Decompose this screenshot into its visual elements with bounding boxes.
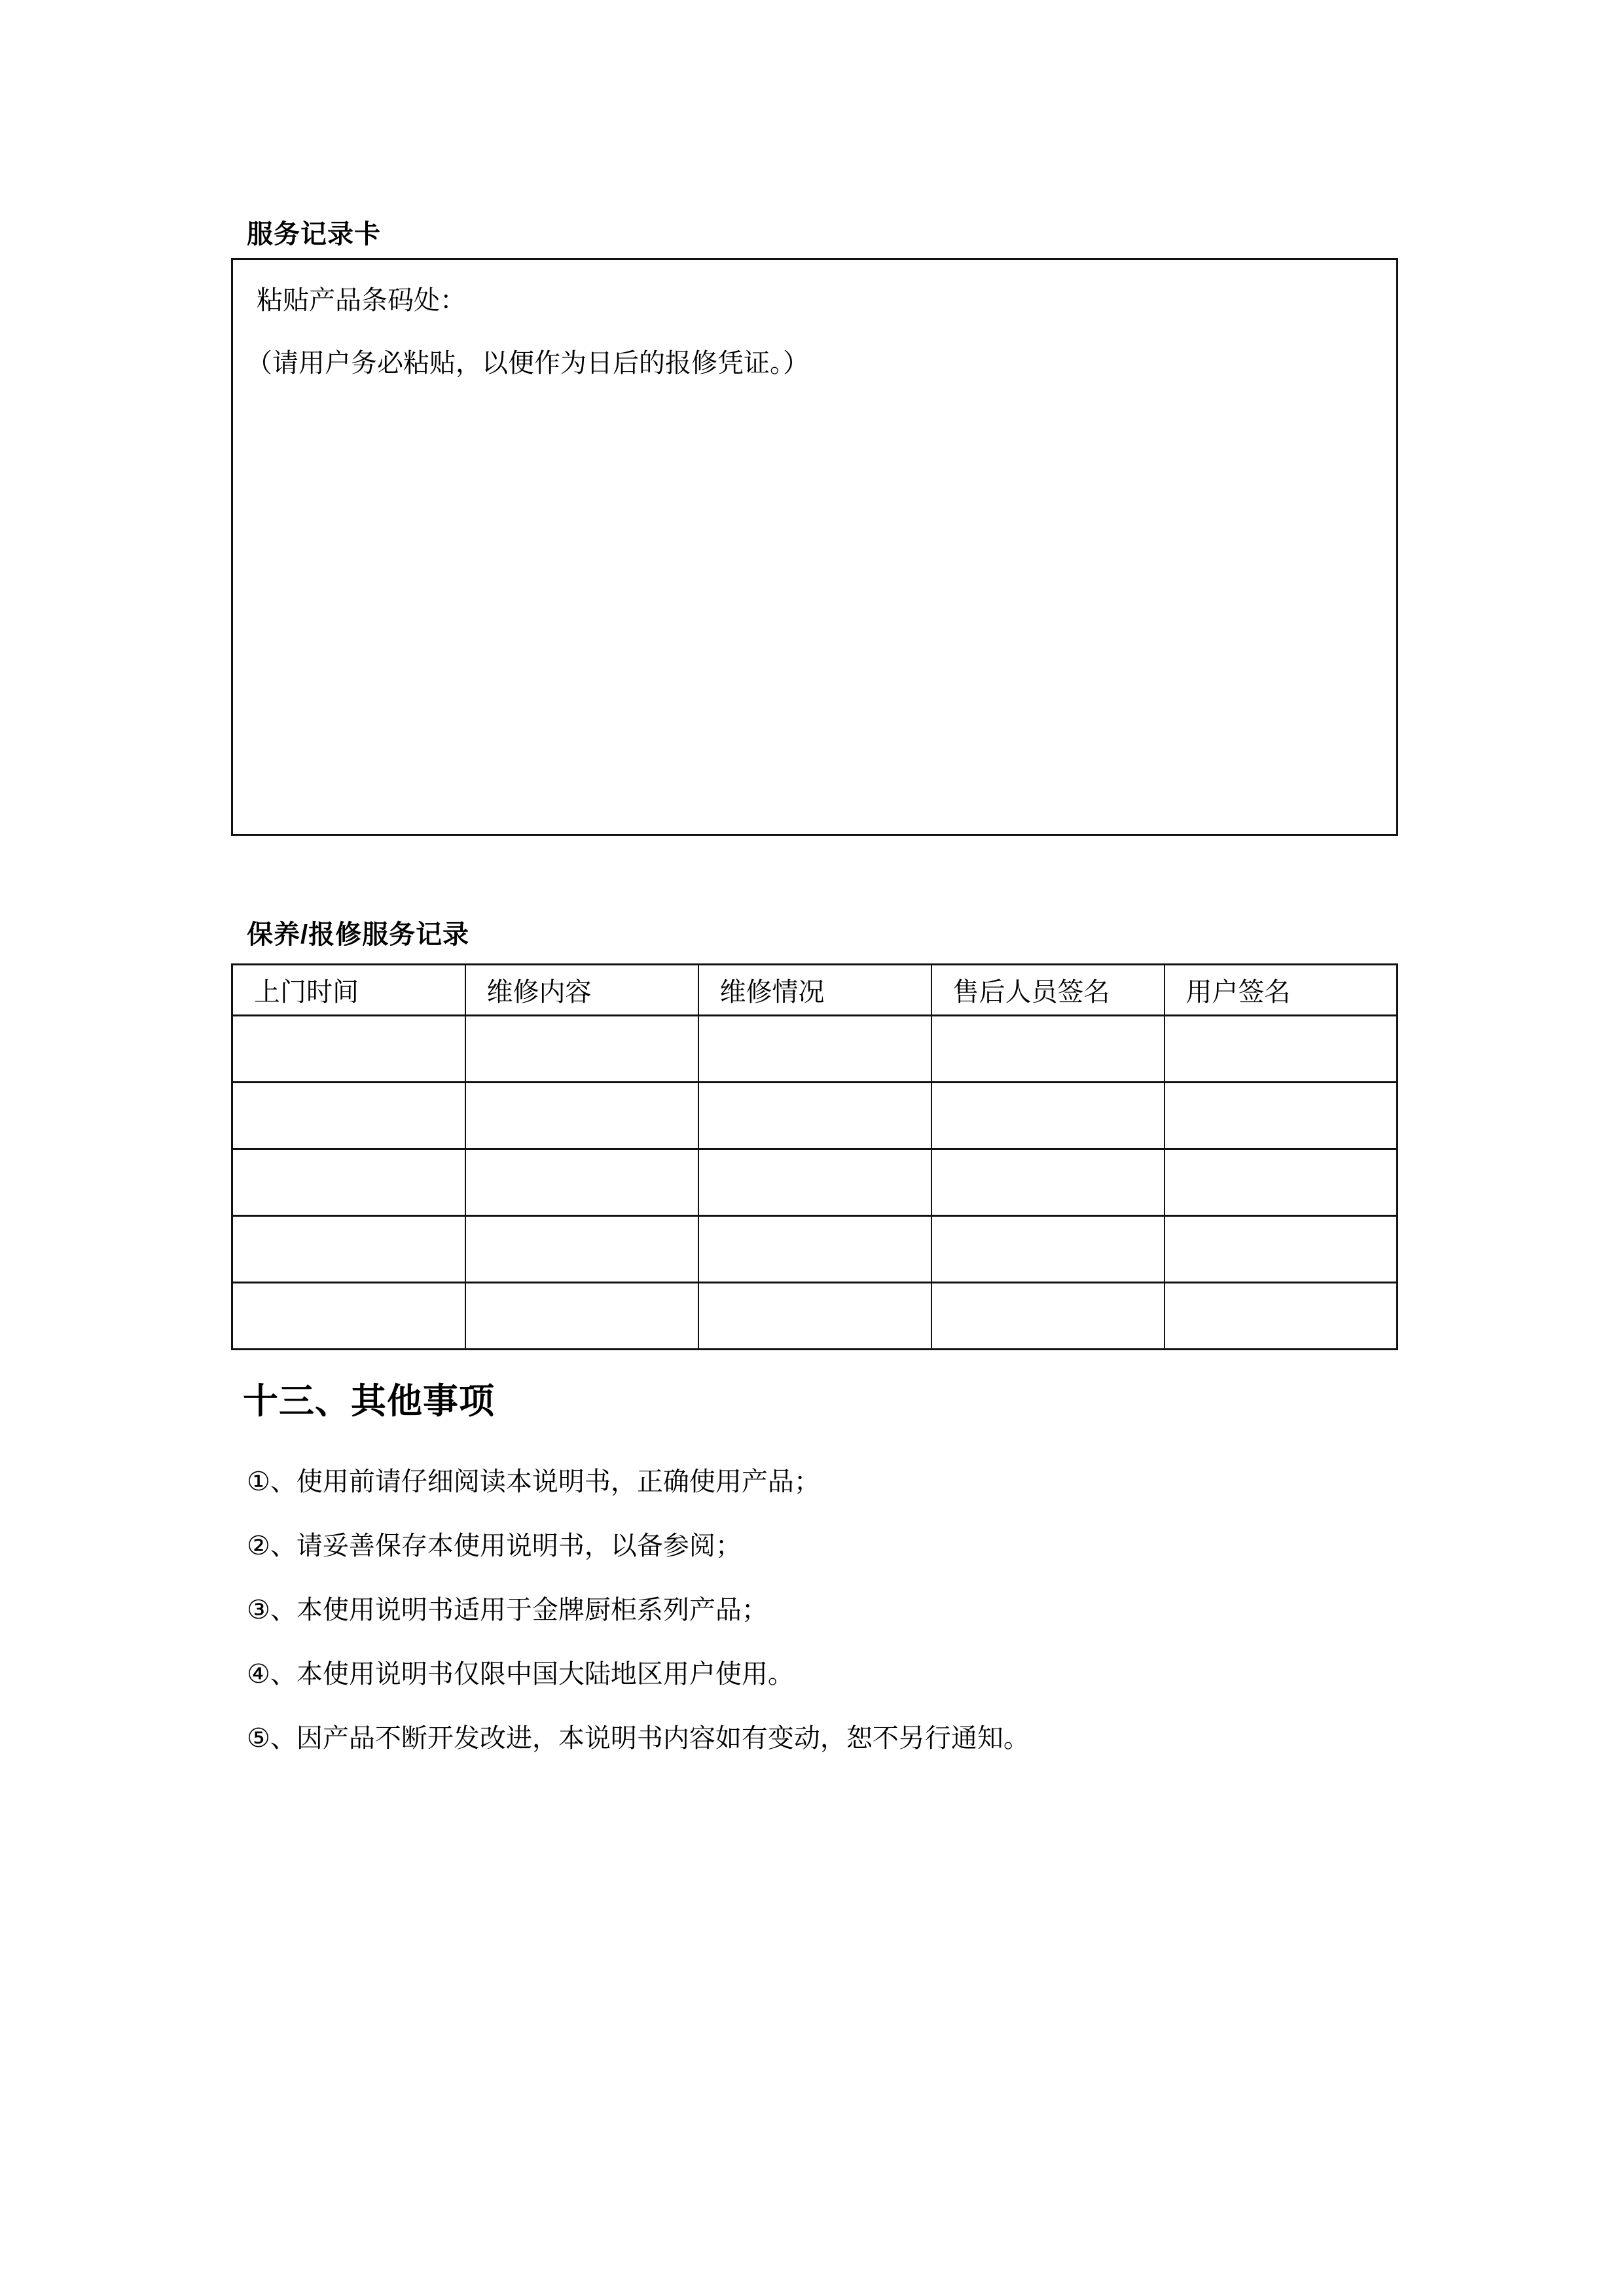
table-header-row [232,965,1398,1016]
table-cell [698,1283,931,1350]
table-cell [1164,1083,1398,1149]
table-header-user-signature: 用户签名 [1164,965,1398,1016]
table-cell [698,1216,931,1283]
table-cell [1164,1283,1398,1350]
table-row [232,1149,1398,1216]
table-cell [931,1283,1164,1350]
table-cell [698,1016,931,1083]
table-cell [465,1216,698,1283]
other-matters-item-2: ②、请妥善保存本使用说明书，以备参阅； [247,1532,742,1560]
barcode-paste-label: 粘贴产品条码处： [257,286,466,315]
table-row [232,1083,1398,1149]
table-header-service-staff-signature: 售后人员签名 [931,965,1164,1016]
table-cell [931,1216,1164,1283]
other-matters-item-3: ③、本使用说明书适用于金牌厨柜系列产品； [247,1596,768,1624]
service-record-table [231,963,1398,1350]
table-cell [465,1149,698,1216]
other-matters-heading: 十三、其他事项 [243,1382,495,1421]
table-header-visit-time: 上门时间 [232,965,465,1016]
table-cell [465,1283,698,1350]
table-cell [1164,1149,1398,1216]
table-cell [465,1016,698,1083]
table-cell [1164,1016,1398,1083]
table-cell [232,1083,465,1149]
other-matters-item-5: ⑤、因产品不断开发改进，本说明书内容如有变动，恕不另行通知。 [247,1724,1030,1753]
table-row [232,1283,1398,1350]
table-cell [698,1149,931,1216]
other-matters-item-4: ④、本使用说明书仅限中国大陆地区用户使用。 [247,1660,794,1689]
table-cell [465,1083,698,1149]
table-cell [232,1149,465,1216]
table-header-repair-status: 维修情况 [698,965,931,1016]
table-row [232,1216,1398,1283]
barcode-paste-box [231,258,1398,836]
table-row [232,1016,1398,1083]
table-cell [698,1083,931,1149]
table-cell [232,1216,465,1283]
table-cell [1164,1216,1398,1283]
table-cell [232,1016,465,1083]
barcode-paste-note: （请用户务必粘贴，以便作为日后的报修凭证。） [246,349,809,378]
service-card-title: 服务记录卡 [247,220,381,249]
table-cell [232,1283,465,1350]
table-cell [931,1083,1164,1149]
table-cell [931,1016,1164,1083]
table-cell [931,1149,1164,1216]
table-header-repair-content: 维修内容 [465,965,698,1016]
service-record-title: 保养/报修服务记录 [247,920,470,949]
other-matters-item-1: ①、使用前请仔细阅读本说明书，正确使用产品； [247,1467,820,1496]
